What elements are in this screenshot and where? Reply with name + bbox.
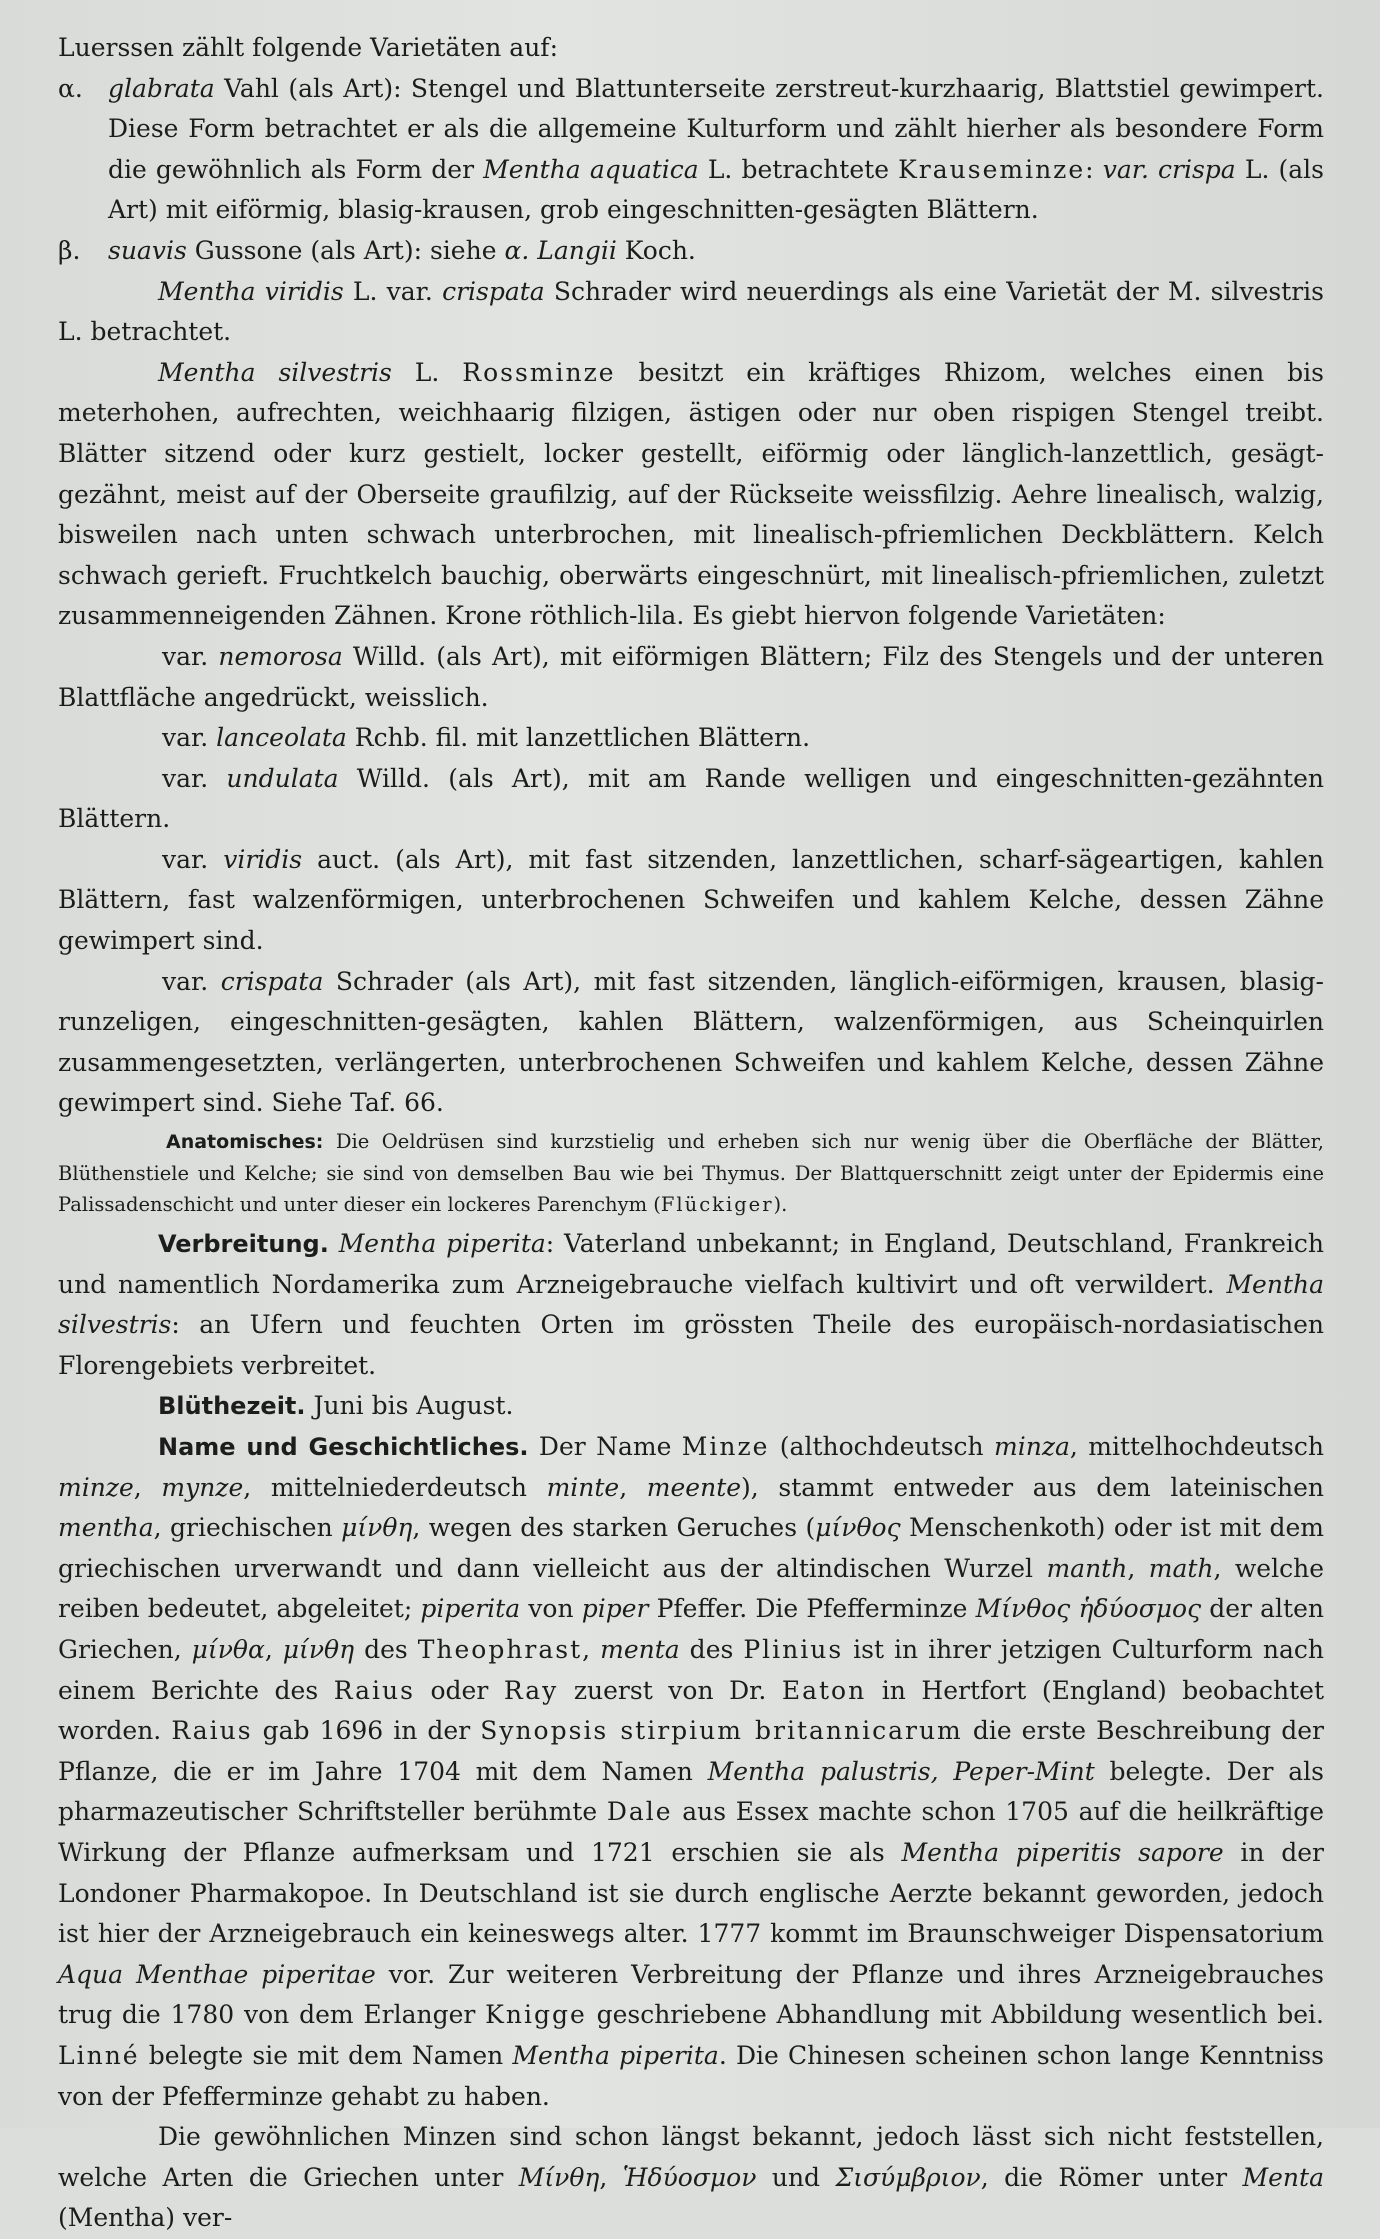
- paragraph: Name und Geschichtliches. Der Name Minze (althochdeutsch minza, mittelhochdeutsch minze, mynze, mittelniederdeutsch minte, meente), stammt entweder aus dem lateinischen mentha, griechischen μίνθη, wegen des starken Geruches (μίνθος Menschenkoth) oder ist mit dem griechischen urverwandt und dann vielleicht aus der altindischen Wurzel manth, math, welche reiben bedeutet, abgeleitet; piperita von piper Pfeffer. Die Pfefferminze Μίνθος ἡδύοσμος der alten Griechen, μίνθα, μίνθη des Theophrast, menta des Plinius ist in ihrer jetzigen Culturform nach einem Berichte des Raius oder Ray zuerst von Dr. Eaton in Hertfort (England) beobachtet worden. Raius gab 1696 in der Synopsis stirpium britannicarum die erste Beschreibung der Pflanze, die er im Jahre 1704 mit dem Namen Mentha palustris, Peper-Mint belegte. Der als pharmazeutischer Schriftsteller berühmte Dale aus Essex machte schon 1705 auf die heilkräftige Wirkung der Pflanze aufmerksam und 1721 erschien sie als Mentha piperitis sapore in der Londoner Pharmakopoe. In Deutschland ist sie durch englische Aerzte bekannt geworden, jedoch ist hier der Arzneigebrauch ein keineswegs alter. 1777 kommt im Braunschweiger Dispensatorium Aqua Menthae piperitae vor. Zur weiteren Verbreitung der Pflanze und ihres Arzneigebrauches trug die 1780 von dem Erlanger Knigge geschriebene Abhandlung mit Abbildung wesentlich bei. Linné belegte sie mit dem Namen Mentha piperita. Die Chinesen scheinen schon lange Kenntniss von der Pfefferminze gehabt zu haben.: [58, 1432, 1325, 2111]
- paragraph: var. viridis auct. (als Art), mit fast sitzenden, lanzettlichen, scharf-sägeartigen, kahlen Blättern, fast walzenförmigen, unterbrochenen Schweifen und kahlem Kelche, dessen Zähne gewimpert sind.: [58, 844, 1324, 956]
- paragraph: α. glabrata Vahl (als Art): Stengel und Blattunterseite zerstreut-kurzhaarig, Blattstiel gewimpert. Diese Form betrachtet er als die allgemeine Kulturform und zählt hierher als besondere Form die gewöhnlich als Form der Mentha aquatica L. betrachtete Krauseminze: var. crispa L. (als Art) mit eiförmig, blasig-krausen, grob eingeschnitten-gesägten Blättern.: [58, 73, 1325, 225]
- paragraph: var. undulata Willd. (als Art), mit am Rande welligen und eingeschnitten-gezähnten Blättern.: [58, 763, 1324, 834]
- paragraph: β. suavis Gussone (als Art): siehe α. Langii Koch.: [58, 235, 696, 265]
- paragraph: Anatomisches: Die Oeldrüsen sind kurzstielig und erheben sich nur wenig über die Oberfläche der Blätter, Blüthenstiele und Kelche; sie sind von demselben Bau wie bei Thymus. Der Blattquerschnitt zeigt unter der Epidermis eine Palissadenschicht und unter dieser ein lockeres Parenchym (Flückiger).: [58, 1130, 1324, 1217]
- paragraph: var. nemorosa Willd. (als Art), mit eiförmigen Blättern; Filz des Stengels und der unteren Blattfläche angedrückt, weisslich.: [58, 641, 1324, 712]
- paragraph: Mentha silvestris L. Rossminze besitzt ein kräftiges Rhizom, welches einen bis meterhohen, aufrechten, weichhaarig filzigen, ästigen oder nur oben rispigen Stengel treibt. Blätter sitzend oder kurz gestielt, locker gestellt, eiförmig oder länglich-lanzettlich, gesägt-gezähnt, meist auf der Oberseite graufilzig, auf der Rückseite weissfilzig. Aehre linealisch, walzig, bisweilen nach unten schwach unterbrochen, mit linealisch-pfriemlichen Deckblättern. Kelch schwach gerieft. Fruchtkelch bauchig, oberwärts eingeschnürt, mit linealisch-pfriemlichen, zuletzt zusammenneigenden Zähnen. Krone röthlich-lila. Es giebt hiervon folgende Varietäten:: [58, 357, 1324, 631]
- paragraph: var. crispata Schrader (als Art), mit fast sitzenden, länglich-eiförmigen, krausen, blasig-runzeligen, eingeschnitten-gesägten, kahlen Blättern, walzenförmigen, aus Scheinquirlen zusammengesetzten, verlängerten, unterbrochenen Schweifen und kahlem Kelche, dessen Zähne gewimpert sind. Siehe Taf. 66.: [58, 966, 1324, 1118]
- paragraph: Die gewöhnlichen Minzen sind schon längst bekannt, jedoch lässt sich nicht feststellen, welche Arten die Griechen unter Μίνθη, Ἡδύοσμον und Σισύμβριον, die Römer unter Menta (Mentha) ver-: [58, 2122, 1324, 2233]
- paragraph: var. lanceolata Rchb. fil. mit lanzettlichen Blättern.: [162, 723, 811, 753]
- body-text: [58, 28, 1324, 2239]
- paragraph: Verbreitung. Mentha piperita: Vaterland unbekannt; in England, Deutschland, Frankreich und namentlich Nordamerika zum Arzneigebrauche vielfach kultivirt und oft verwildert. Mentha silvestris: an Ufern und feuchten Orten im grössten Theile des europäisch-nordasiatischen Florengebiets verbreitet.: [58, 1229, 1324, 1380]
- paragraph: Mentha viridis L. var. crispata Schrader wird neuerdings als eine Varietät der M. silvestris L. betrachtet.: [58, 276, 1325, 347]
- paragraph: Blüthezeit. Juni bis August.: [158, 1391, 514, 1421]
- paragraph: Luerssen zählt folgende Varietäten auf:: [58, 33, 558, 62]
